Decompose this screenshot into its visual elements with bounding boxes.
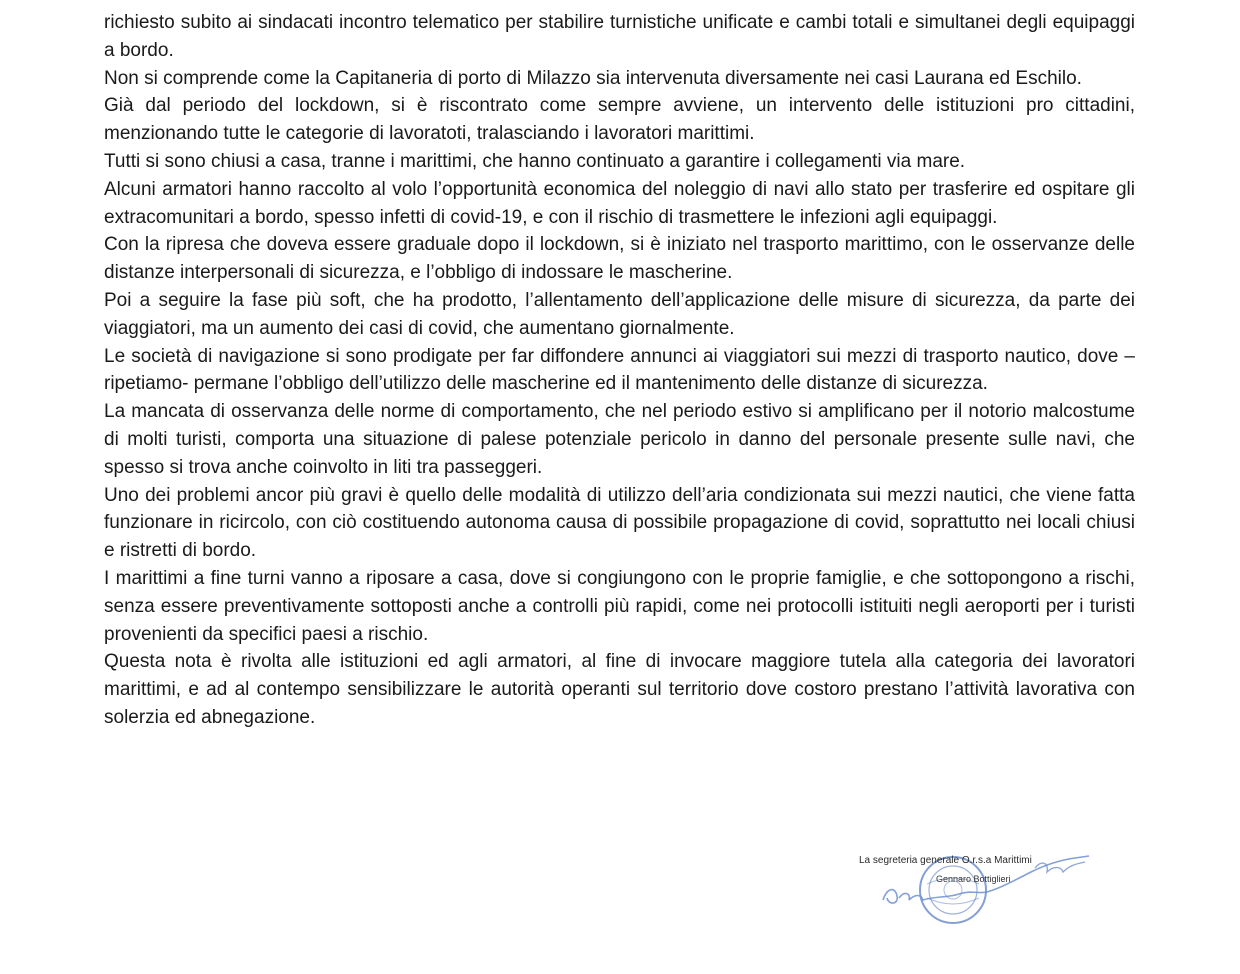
paragraph-9: La mancata di osservanza delle norme di comportamento, che nel periodo estivo si amplificano per il notorio malcostume di molti turisti, comporta una situazione di palese potenziale pericolo in danno del personale presente sulle navi, che spesso si trova anche coinvolto in liti tra passeggeri.	[104, 401, 1135, 478]
secretariat-label: La segreteria generale O.r.s.a Marittimi	[859, 855, 1032, 866]
paragraph-5: Alcuni armatori hanno raccolto al volo l’opportunità economica del noleggio di navi allo stato per trasferire ed ospitare gli extracomunitari a bordo, spesso infetti di covid-19, e con il rischio di trasmettere le infezioni agli equipaggi.	[104, 178, 1135, 228]
document-body	[104, 9, 1135, 732]
handwritten-signature	[875, 850, 1095, 910]
paragraph-12: Questa nota è rivolta alle istituzioni ed agli armatori, al fine di invocare maggiore tutela alla categoria dei lavoratori marittimi, e ad al contempo sensibilizzare le autorità operanti sul territorio dove costoro prestano l’attività lavorativa con solerzia ed abnegazione.	[104, 651, 1135, 728]
signature-block	[855, 848, 1095, 928]
paragraph-2: Non si comprende come la Capitaneria di porto di Milazzo sia intervenuta diversamente nei casi Laurana ed Eschilo.	[104, 67, 1082, 89]
paragraph-4: Tutti si sono chiusi a casa, tranne i marittimi, che hanno continuato a garantire i collegamenti via mare.	[104, 150, 966, 172]
paragraph-10: Uno dei problemi ancor più gravi è quello delle modalità di utilizzo dell’aria condizionata sui mezzi nautici, che viene fatta funzionare in ricircolo, con ciò costituendo autonoma causa di possibile propagazione di covid, soprattutto nei locali chiusi e ristretti di bordo.	[104, 484, 1135, 562]
paragraph-11: I marittimi a fine turni vanno a riposare a casa, dove si congiungono con le proprie famiglie, e che sottopongono a rischi, senza essere preventivamente sottoposti anche a controlli più rapidi, come nei protocolli istituiti negli aeroporti per i turisti provenienti da specifici paesi a rischio.	[104, 567, 1135, 645]
paragraph-3: Già dal periodo del lockdown, si è riscontrato come sempre avviene, un intervento delle istituzioni pro cittadini, menzionando tutte le categorie di lavoratoti, tralasciando i lavoratori marittimi.	[104, 95, 1135, 145]
paragraph-7: Poi a seguire la fase più soft, che ha prodotto, l’allentamento dell’applicazione delle misure di sicurezza, da parte dei viaggiatori, ma un aumento dei casi di covid, che aumentano giornalmente.	[104, 289, 1135, 339]
paragraph-6: Con la ripresa che doveva essere graduale dopo il lockdown, si è iniziato nel trasporto marittimo, con le osservanze delle distanze interpersonali di sicurezza, e l’obbligo di indossare le mascherine.	[104, 234, 1135, 284]
paragraph-1: richiesto subito ai sindacati incontro telematico per stabilire turnistiche unificate e cambi totali e simultanei degli equipaggi a bordo.	[104, 12, 1135, 61]
signatory-name: Gennaro Bottiglieri	[936, 874, 1011, 884]
paragraph-8: Le società di navigazione si sono prodigate per far diffondere annunci ai viaggiatori sui mezzi di trasporto nautico, dove –ripetiamo- permane l’obbligo dell’utilizzo delle mascherine ed il mantenimento delle distanze di sicurezza.	[104, 345, 1135, 395]
